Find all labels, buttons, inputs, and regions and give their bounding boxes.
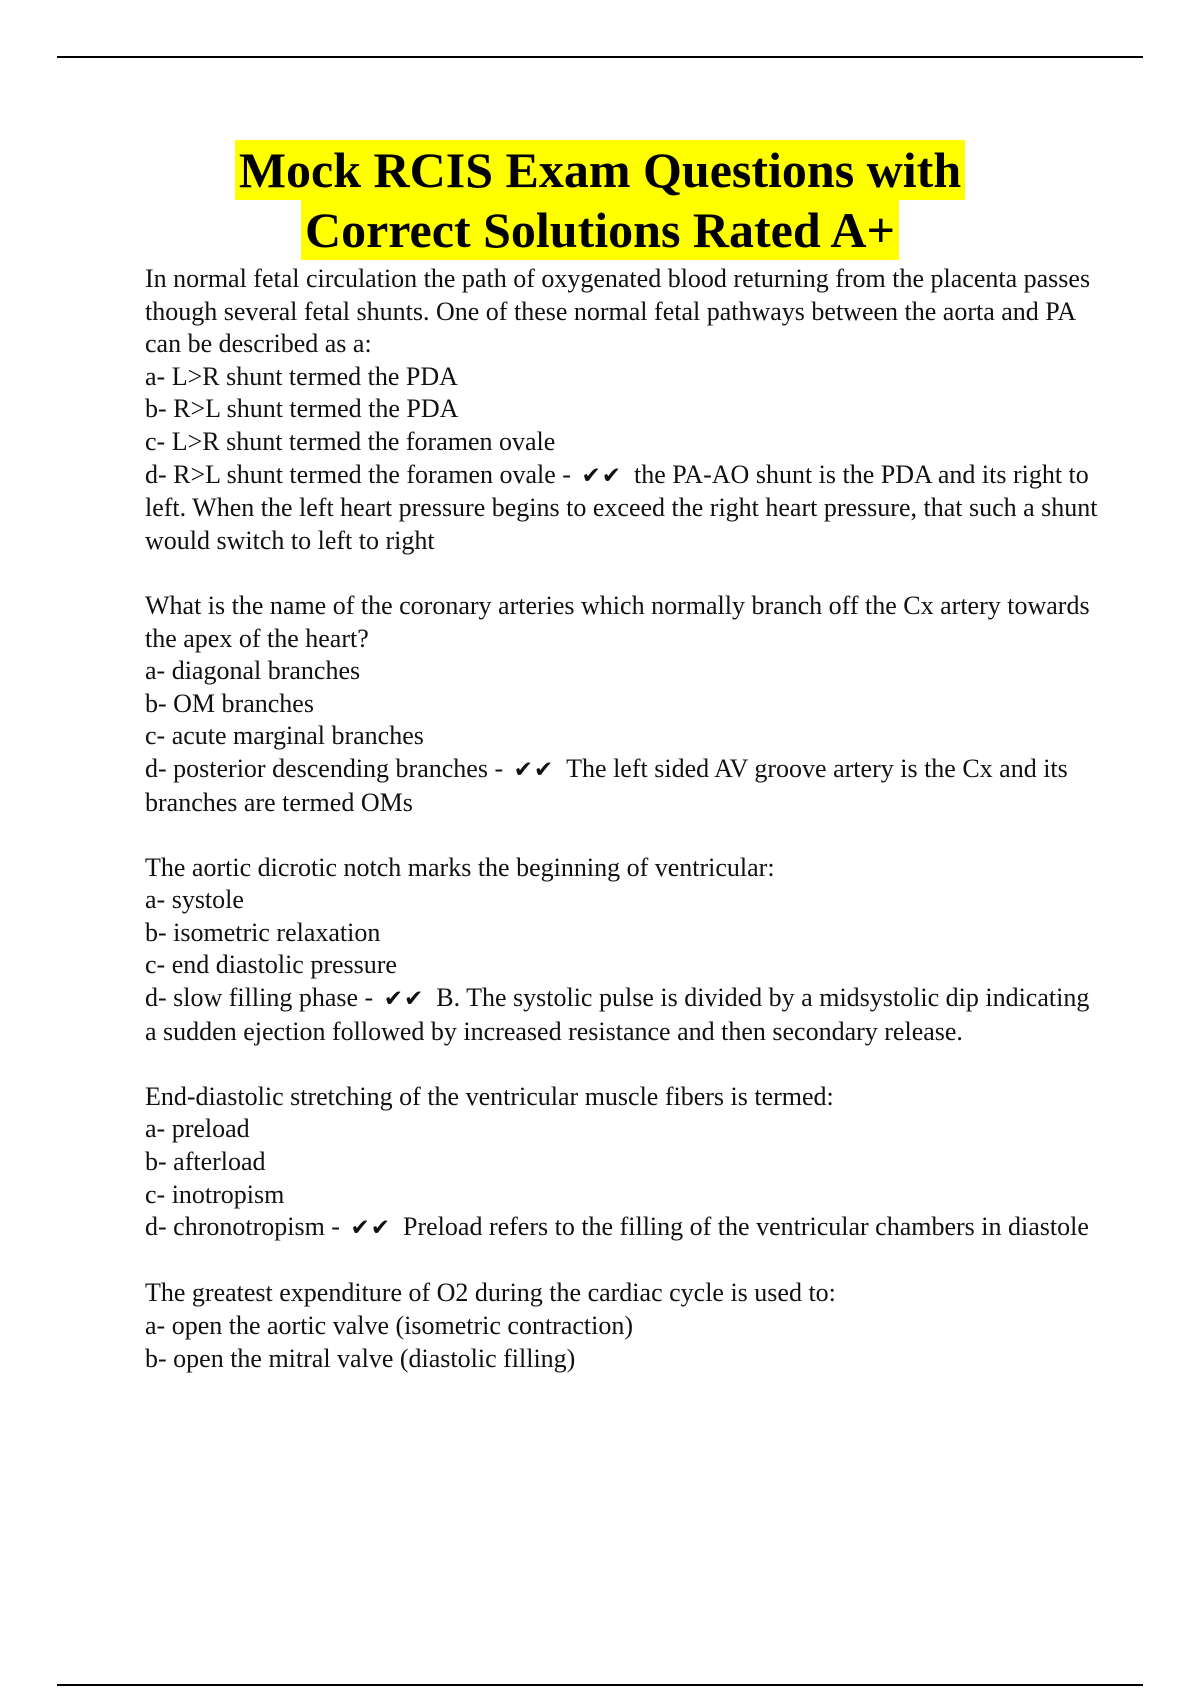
answer-explanation: The left sided AV groove artery is the Cx and its branches are termed OMs [145, 753, 1068, 817]
question-text: What is the name of the coronary arteries which normally branch off the Cx artery towards the apex of the heart? [145, 590, 1090, 653]
option-d: d- slow filling phase - [145, 983, 374, 1013]
option-c: c- L>R shunt termed the foramen ovale [145, 426, 556, 456]
answer-explanation: Preload refers to the filling of the ventricular chambers in diastole [403, 1212, 1089, 1242]
question-list [145, 263, 1100, 1408]
option-c: c- end diastolic pressure [145, 950, 397, 980]
option-d: d- R>L shunt termed the foramen ovale - [145, 459, 571, 489]
question-text: End-diastolic stretching of the ventricular muscle fibers is termed: [145, 1081, 834, 1111]
document-title [0, 140, 1200, 260]
question-3 [145, 852, 1100, 1049]
option-d-with-answer [145, 1211, 1100, 1245]
option-c: c- inotropism [145, 1179, 285, 1209]
double-check-icon: ✔✔ [350, 1215, 392, 1242]
question-text: In normal fetal circulation the path of oxygenated blood returning from the placenta passes though several fetal shunts. One of these normal fetal pathways between the aorta and PA can be described as a: [145, 264, 1091, 359]
double-check-icon: ✔✔ [581, 462, 622, 489]
question-text: The greatest expenditure of O2 during the cardiac cycle is used to: [145, 1278, 836, 1308]
double-check-icon: ✔✔ [383, 986, 425, 1013]
question-text: The aortic dicrotic notch marks the beginning of ventricular: [145, 852, 775, 882]
option-b: b- afterload [145, 1147, 266, 1177]
top-rule [57, 56, 1143, 58]
bottom-rule [57, 1684, 1143, 1686]
option-b: b- R>L shunt termed the PDA [145, 394, 459, 424]
title-line-2: Correct Solutions Rated A+ [301, 200, 899, 260]
question-4 [145, 1081, 1100, 1245]
option-a: a- systole [145, 885, 244, 915]
option-a: a- L>R shunt termed the PDA [145, 361, 458, 391]
option-a: a- open the aortic valve (isometric contraction) [145, 1311, 634, 1340]
option-a: a- preload [145, 1114, 250, 1144]
option-a: a- diagonal branches [145, 656, 361, 686]
answer-explanation: B. The systolic pulse is divided by a midsystolic dip indicating a sudden ejection followed by increased resistance and then secondary release. [145, 983, 1090, 1046]
option-d-with-answer [145, 982, 1100, 1048]
option-d: d- chronotropism - [145, 1212, 340, 1242]
option-b: b- isometric relaxation [145, 917, 381, 947]
option-d-with-answer [145, 753, 1100, 819]
question-2 [145, 590, 1100, 819]
double-check-icon: ✔✔ [513, 756, 555, 783]
question-5 [145, 1277, 1100, 1375]
question-1 [145, 263, 1100, 557]
option-b: b- open the mitral valve (diastolic filling) [145, 1343, 576, 1373]
title-line-1: Mock RCIS Exam Questions with [235, 140, 965, 200]
option-b: b- OM branches [145, 688, 314, 718]
option-d-with-answer [145, 459, 1100, 558]
option-d: d- posterior descending branches - [145, 753, 504, 783]
option-c: c- acute marginal branches [145, 721, 424, 751]
answer-explanation: the PA-AO shunt is the PDA and its right to left. When the left heart pressure begins to exceed the right heart pressure, that such a shunt would switch to left to right [145, 459, 1098, 555]
